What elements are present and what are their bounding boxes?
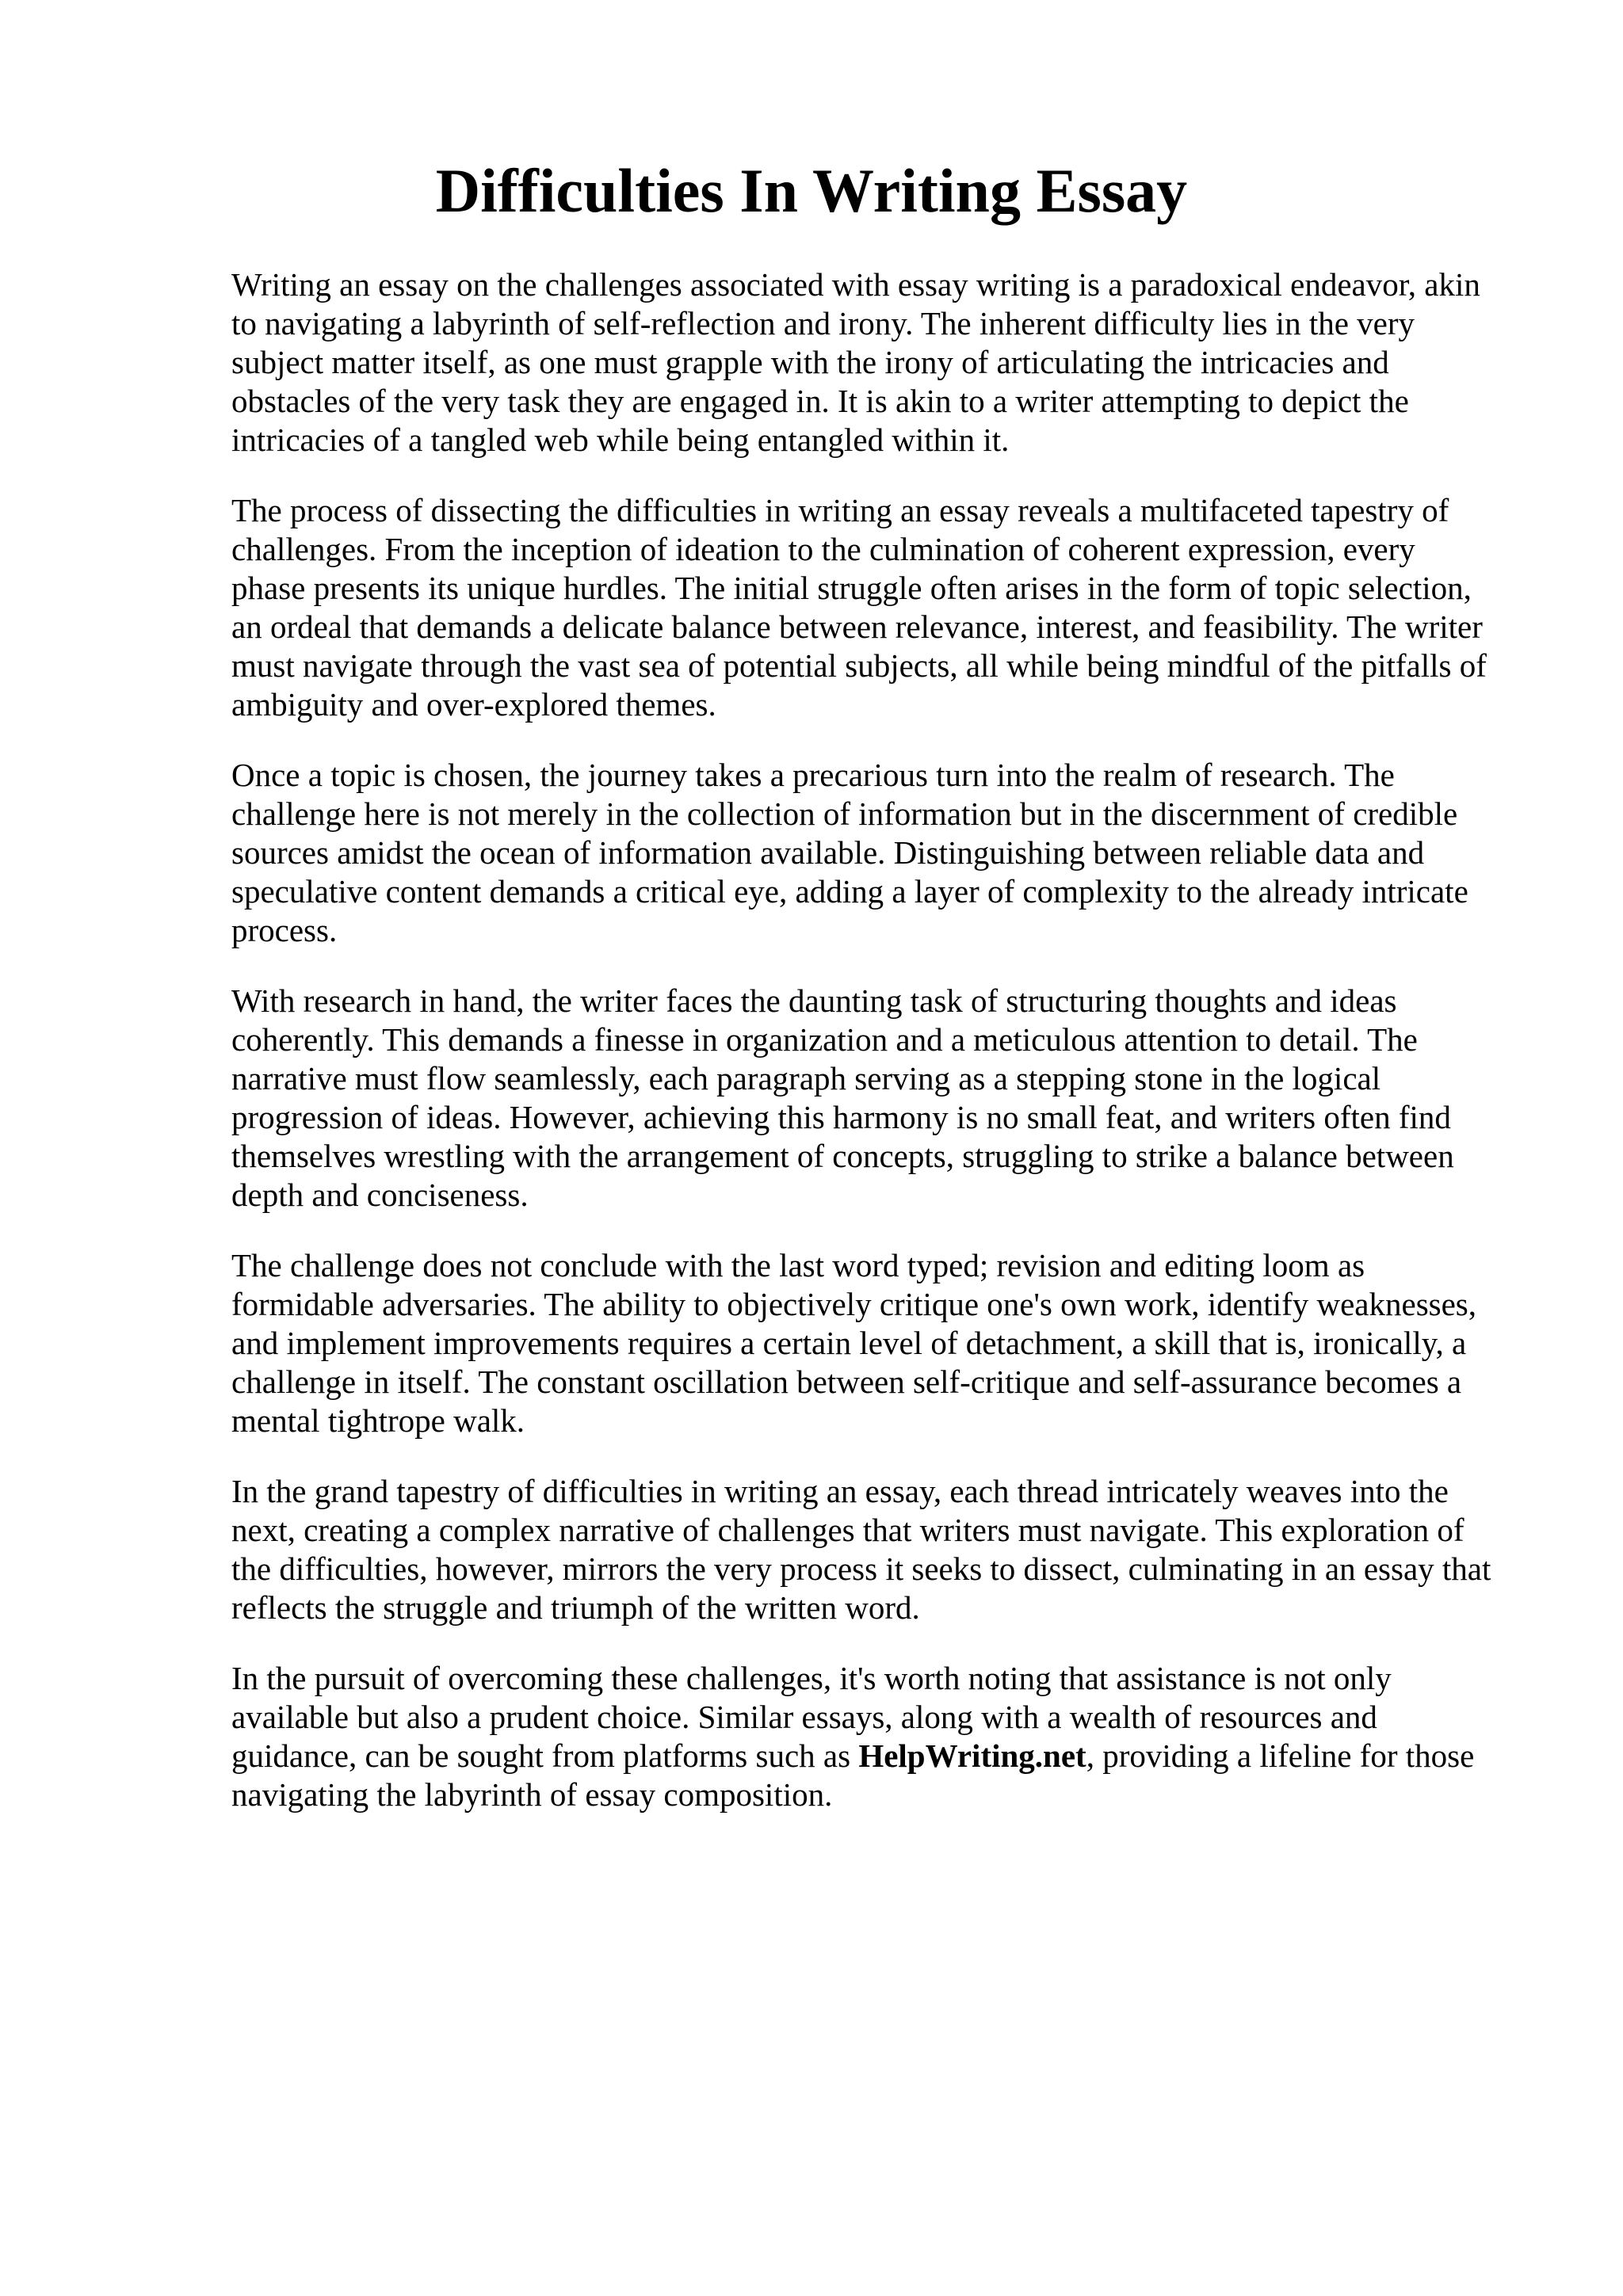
text-line: reflects the struggle and triumph of the written word. (231, 1589, 920, 1626)
text-line: must navigate through the vast sea of potential subjects, all while being mindful of the pitfalls of (231, 647, 1487, 684)
text-line: and implement improvements requires a certain level of detachment, a skill that is, ironically, a (231, 1325, 1467, 1361)
text-segment: , providing a lifeline for those (1086, 1737, 1475, 1774)
text-line: progression of ideas. However, achieving this harmony is no small feat, and writers often find (231, 1099, 1451, 1135)
text-line: themselves wrestling with the arrangement of concepts, struggling to strike a balance between (231, 1138, 1454, 1174)
text-line: the difficulties, however, mirrors the very process it seeks to dissect, culminating in an essay that (231, 1550, 1491, 1587)
text-line: intricacies of a tangled web while being entangled within it. (231, 421, 1010, 458)
text-line: depth and conciseness. (231, 1177, 529, 1213)
paragraph-6 (231, 1472, 1515, 1627)
text-line: formidable adversaries. The ability to objectively critique one's own work, identify weaknesses, (231, 1286, 1477, 1322)
text-line-with-brand (231, 1737, 1515, 1775)
text-line: challenge here is not merely in the collection of information but in the discernment of credible (231, 795, 1458, 832)
text-line: mental tightrope walk. (231, 1402, 525, 1439)
text-line: phase presents its unique hurdles. The initial struggle often arises in the form of topic selection, (231, 570, 1472, 606)
text-line: In the grand tapestry of difficulties in writing an essay, each thread intricately weaves into the (231, 1473, 1449, 1509)
text-line: Once a topic is chosen, the journey takes a precarious turn into the realm of research. The (231, 757, 1395, 793)
text-line: next, creating a complex narrative of challenges that writers must navigate. This exploration of (231, 1512, 1465, 1548)
text-line: narrative must flow seamlessly, each paragraph serving as a stepping stone in the logical (231, 1060, 1381, 1097)
text-line: to navigating a labyrinth of self-reflection and irony. The inherent difficulty lies in the very (231, 305, 1415, 341)
text-line: The challenge does not conclude with the last word typed; revision and editing loom as (231, 1247, 1365, 1283)
text-line: subject matter itself, as one must grapple with the irony of articulating the intricacies and (231, 344, 1389, 380)
text-line: ambiguity and over-explored themes. (231, 686, 716, 723)
text-line: challenges. From the inception of ideation to the culmination of coherent expression, every (231, 531, 1415, 567)
text-line: speculative content demands a critical eye, adding a layer of complexity to the already intricate (231, 873, 1468, 910)
document-title: Difficulties In Writing Essay (435, 156, 1188, 225)
paragraph-5 (231, 1246, 1515, 1440)
text-line: Writing an essay on the challenges associated with essay writing is a paradoxical endeavor, akin (231, 266, 1480, 303)
text-line: available but also a prudent choice. Similar essays, along with a wealth of resources and (231, 1699, 1377, 1735)
paragraph-4 (231, 982, 1515, 1215)
paragraph-3 (231, 756, 1515, 950)
text-line: In the pursuit of overcoming these challenges, it's worth noting that assistance is not only (231, 1660, 1392, 1696)
helpwriting-brand-name: HelpWriting.net (858, 1737, 1086, 1774)
paragraph-1 (231, 265, 1515, 460)
text-line: process. (231, 912, 338, 948)
text-line: sources amidst the ocean of information available. Distinguishing between reliable data and (231, 834, 1425, 871)
text-line: challenge in itself. The constant oscillation between self-critique and self-assurance becomes a (231, 1363, 1462, 1400)
text-line: an ordeal that demands a delicate balance between relevance, interest, and feasibility. The writer (231, 608, 1483, 645)
paragraph-7 (231, 1659, 1515, 1814)
text-line: With research in hand, the writer faces the daunting task of structuring thoughts and ideas (231, 982, 1397, 1019)
text-segment: guidance, can be sought from platforms such as (231, 1737, 859, 1774)
text-line: obstacles of the very task they are engaged in. It is akin to a writer attempting to depict the (231, 383, 1409, 419)
paragraph-2 (231, 491, 1515, 724)
text-line: coherently. This demands a finesse in organization and a meticulous attention to detail. The (231, 1021, 1418, 1058)
text-line: The process of dissecting the difficulties in writing an essay reveals a multifaceted tapestry of (231, 492, 1449, 528)
document-body (231, 265, 1515, 1846)
text-line: navigating the labyrinth of essay composition. (231, 1776, 833, 1813)
